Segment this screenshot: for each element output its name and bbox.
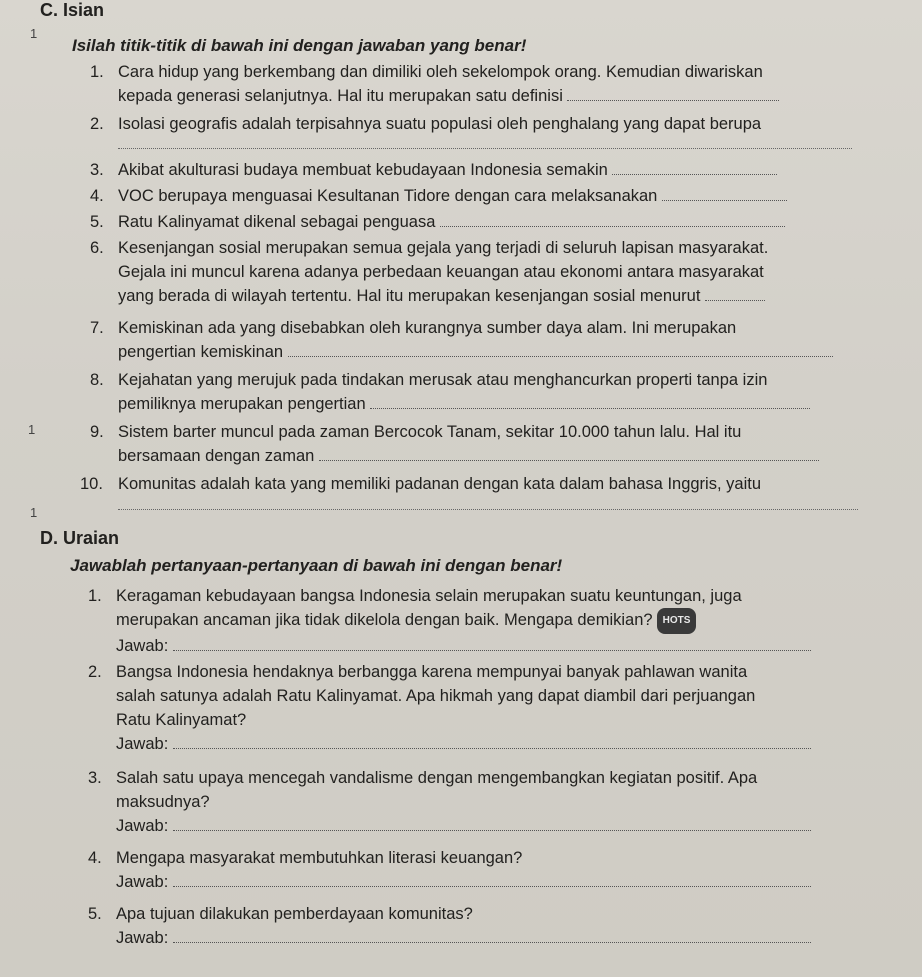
item-number: 2.	[88, 663, 102, 681]
answer-blank[interactable]	[370, 407, 810, 409]
item-number: 6.	[90, 239, 104, 257]
isian-item-9	[90, 420, 865, 468]
item-number: 1.	[88, 587, 102, 605]
answer-label: Jawab:	[116, 817, 169, 835]
isian-item-6	[90, 236, 865, 308]
answer-blank[interactable]	[440, 225, 785, 227]
margin-mark: 1	[30, 26, 38, 41]
item-text: bersamaan dengan zaman	[118, 447, 315, 465]
uraian-item-5	[88, 902, 868, 950]
item-text: Ratu Kalinyamat dikenal sebagai penguasa	[118, 213, 436, 231]
isian-item-7	[90, 316, 865, 364]
item-text: Keragaman kebudayaan bangsa Indonesia selain merupakan suatu keuntungan, juga	[116, 587, 742, 605]
item-number: 7.	[90, 319, 104, 337]
item-text: Gejala ini muncul karena adanya perbedaan keuangan atau ekonomi antara masyarakat	[118, 263, 764, 281]
answer-blank[interactable]	[662, 199, 787, 201]
answer-blank[interactable]	[319, 459, 819, 461]
item-text: Kesenjangan sosial merupakan semua gejala yang terjadi di seluruh lapisan masyarakat.	[118, 239, 769, 257]
item-number: 3.	[90, 161, 104, 179]
answer-label: Jawab:	[116, 735, 169, 753]
isian-item-5	[90, 210, 860, 234]
answer-blank[interactable]	[567, 99, 779, 101]
answer-label: Jawab:	[116, 637, 169, 655]
section-c-instruction: Isilah titik-titik di bawah ini dengan jawaban yang benar!	[72, 36, 527, 55]
answer-label: Jawab:	[116, 929, 169, 947]
item-number: 4.	[90, 187, 104, 205]
section-d-instruction: Jawablah pertanyaan-pertanyaan di bawah ini dengan benar!	[70, 556, 563, 575]
answer-label: Jawab:	[116, 873, 169, 891]
isian-item-10	[80, 472, 865, 496]
item-text: Sistem barter muncul pada zaman Bercocok Tanam, sekitar 10.000 tahun lalu. Hal itu	[118, 423, 742, 441]
item-text: Komunitas adalah kata yang memiliki padanan dengan kata dalam bahasa Inggris, yaitu	[118, 475, 761, 493]
item-number: 4.	[88, 849, 102, 867]
uraian-item-3	[88, 766, 868, 838]
item-number: 5.	[90, 213, 104, 231]
uraian-item-2	[88, 660, 868, 756]
isian-item-4	[90, 184, 860, 208]
item-text: Bangsa Indonesia hendaknya berbangga karena mempunyai banyak pahlawan wanita	[116, 663, 748, 681]
answer-blank[interactable]	[173, 649, 811, 651]
answer-blank[interactable]	[705, 299, 765, 301]
answer-blank[interactable]	[173, 829, 811, 831]
item-text: Salah satu upaya mencegah vandalisme dengan mengembangkan kegiatan positif. Apa	[116, 769, 758, 787]
answer-blank[interactable]	[118, 508, 858, 510]
item-text: pengertian kemiskinan	[118, 343, 284, 361]
answer-blank[interactable]	[173, 885, 811, 887]
section-c-heading: C. Isian	[40, 0, 105, 20]
answer-blank[interactable]	[173, 941, 811, 943]
margin-mark: 1	[28, 422, 36, 437]
item-text: Akibat akulturasi budaya membuat kebudayaan Indonesia semakin	[118, 161, 608, 179]
item-number: 2.	[90, 115, 104, 133]
item-number: 1.	[90, 63, 104, 81]
isian-item-1	[90, 60, 860, 108]
item-text: Cara hidup yang berkembang dan dimiliki oleh sekelompok orang. Kemudian diwariskan	[118, 63, 763, 81]
item-number: 3.	[88, 769, 102, 787]
answer-blank[interactable]	[118, 147, 852, 149]
item-text: Kejahatan yang merujuk pada tindakan merusak atau menghancurkan properti tanpa izin	[118, 371, 768, 389]
hots-badge: HOTS	[657, 608, 697, 634]
answer-blank[interactable]	[173, 747, 811, 749]
item-text: pemiliknya merupakan pengertian	[118, 395, 366, 413]
item-number: 8.	[90, 371, 104, 389]
answer-blank[interactable]	[288, 355, 833, 357]
item-number: 10.	[80, 475, 103, 493]
uraian-item-1	[88, 584, 868, 658]
item-text: VOC berupaya menguasai Kesultanan Tidore dengan cara melaksanakan	[118, 187, 658, 205]
section-d-heading: D. Uraian	[40, 528, 120, 548]
isian-item-2	[90, 112, 860, 136]
item-text: Kemiskinan ada yang disebabkan oleh kurangnya sumber daya alam. Ini merupakan	[118, 319, 737, 337]
item-number: 9.	[90, 423, 104, 441]
item-text-line: kepada generasi selanjutnya. Hal itu merupakan satu definisi	[90, 84, 860, 108]
isian-item-8	[90, 368, 865, 416]
item-number: 5.	[88, 905, 102, 923]
item-text: Apa tujuan dilakukan pemberdayaan komunitas?	[116, 905, 473, 923]
isian-item-3	[90, 158, 860, 182]
answer-blank[interactable]	[612, 173, 777, 175]
item-text: maksudnya?	[116, 793, 210, 811]
item-text: salah satunya adalah Ratu Kalinyamat. Apa hikmah yang dapat diambil dari perjuangan	[116, 687, 756, 705]
item-text: Mengapa masyarakat membutuhkan literasi keuangan?	[116, 849, 523, 867]
item-text: Ratu Kalinyamat?	[116, 711, 247, 729]
item-text: Isolasi geografis adalah terpisahnya suatu populasi oleh penghalang yang dapat berupa	[118, 115, 762, 133]
uraian-item-4	[88, 846, 868, 894]
item-text: yang berada di wilayah tertentu. Hal itu merupakan kesenjangan sosial menurut	[118, 287, 701, 305]
margin-mark: 1	[30, 505, 38, 520]
item-text: merupakan ancaman jika tidak dikelola dengan baik. Mengapa demikian?	[116, 611, 653, 629]
